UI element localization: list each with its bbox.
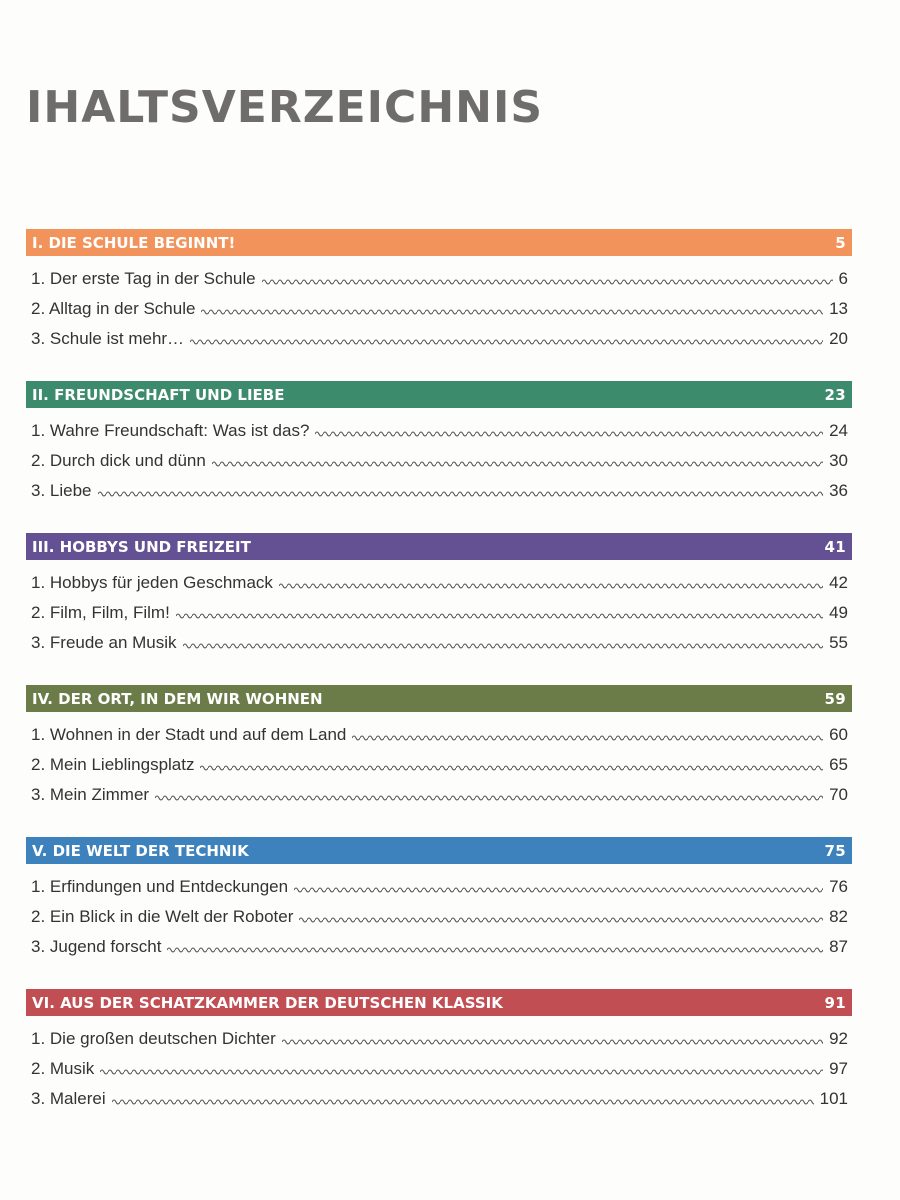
- toc-entry[interactable]: [26, 1054, 852, 1084]
- wavy-leader: [167, 945, 823, 955]
- section-heading: II. FREUNDSCHAFT UND LIEBE: [32, 385, 285, 404]
- wavy-leader: [200, 763, 823, 773]
- toc-section-6: [26, 989, 852, 1141]
- toc-section-2: [26, 381, 852, 533]
- entry-page-number: 55: [829, 633, 848, 652]
- section-header[interactable]: [26, 229, 852, 256]
- entry-label: 2. Durch dick und dünn: [31, 451, 206, 470]
- wavy-leader: [100, 1067, 823, 1077]
- entry-page-number: 6: [838, 269, 848, 288]
- section-heading: III. HOBBYS UND FREIZEIT: [32, 537, 251, 556]
- entry-label: 3. Jugend forscht: [31, 937, 162, 956]
- section-header[interactable]: [26, 533, 852, 560]
- entry-label: 2. Alltag in der Schule: [31, 299, 196, 318]
- toc-entry[interactable]: [26, 932, 852, 962]
- section-page-number: 91: [824, 993, 846, 1012]
- entry-page-number: 42: [829, 573, 848, 592]
- table-of-contents: [26, 229, 852, 1141]
- toc-section-4: [26, 685, 852, 837]
- wavy-leader: [282, 1037, 823, 1047]
- entry-label: 1. Wohnen in der Stadt und auf dem Land: [31, 725, 347, 744]
- wavy-leader: [279, 581, 823, 591]
- entry-page-number: 30: [829, 451, 848, 470]
- section-heading: IV. DER ORT, IN DEM WIR WOHNEN: [32, 689, 323, 708]
- entry-page-number: 101: [819, 1089, 848, 1108]
- section-header[interactable]: [26, 381, 852, 408]
- page-title: IHALTSVERZEICHNIS: [26, 82, 544, 133]
- entry-label: 1. Der erste Tag in der Schule: [31, 269, 256, 288]
- wavy-leader: [201, 307, 823, 317]
- section-page-number: 75: [824, 841, 846, 860]
- entry-label: 2. Film, Film, Film!: [31, 603, 170, 622]
- toc-entry[interactable]: [26, 294, 852, 324]
- toc-entry[interactable]: [26, 750, 852, 780]
- toc-entry[interactable]: [26, 780, 852, 810]
- section-header[interactable]: [26, 837, 852, 864]
- toc-entry[interactable]: [26, 872, 852, 902]
- entry-label: 1. Die großen deutschen Dichter: [31, 1029, 276, 1048]
- toc-section-5: [26, 837, 852, 989]
- entry-page-number: 97: [829, 1059, 848, 1078]
- entry-label: 3. Mein Zimmer: [31, 785, 150, 804]
- entry-label: 1. Wahre Freundschaft: Was ist das?: [31, 421, 310, 440]
- wavy-leader: [112, 1097, 814, 1107]
- entry-label: 2. Mein Lieblingsplatz: [31, 755, 195, 774]
- entry-label: 2. Musik: [31, 1059, 95, 1078]
- entry-page-number: 82: [829, 907, 848, 926]
- wavy-leader: [190, 337, 823, 347]
- entry-page-number: 65: [829, 755, 848, 774]
- section-heading: V. DIE WELT DER TECHNIK: [32, 841, 249, 860]
- section-header[interactable]: [26, 989, 852, 1016]
- section-page-number: 41: [824, 537, 846, 556]
- wavy-leader: [262, 277, 833, 287]
- entry-page-number: 76: [829, 877, 848, 896]
- entry-label: 1. Erfindungen und Entdeckungen: [31, 877, 289, 896]
- section-page-number: 59: [824, 689, 846, 708]
- entry-label: 3. Freude an Musik: [31, 633, 177, 652]
- toc-section-1: [26, 229, 852, 381]
- entry-page-number: 87: [829, 937, 848, 956]
- toc-entry[interactable]: [26, 324, 852, 354]
- wavy-leader: [176, 611, 823, 621]
- entry-page-number: 70: [829, 785, 848, 804]
- entry-label: 1. Hobbys für jeden Geschmack: [31, 573, 273, 592]
- wavy-leader: [155, 793, 823, 803]
- toc-entry[interactable]: [26, 446, 852, 476]
- entry-label: 3. Malerei: [31, 1089, 106, 1108]
- wavy-leader: [183, 641, 824, 651]
- wavy-leader: [98, 489, 824, 499]
- entry-label: 3. Schule ist mehr…: [31, 329, 185, 348]
- toc-entry[interactable]: [26, 902, 852, 932]
- entry-page-number: 92: [829, 1029, 848, 1048]
- entry-label: 3. Liebe: [31, 481, 92, 500]
- wavy-leader: [352, 733, 823, 743]
- section-page-number: 5: [835, 233, 846, 252]
- wavy-leader: [299, 915, 823, 925]
- section-header[interactable]: [26, 685, 852, 712]
- section-heading: VI. AUS DER SCHATZKAMMER DER DEUTSCHEN KLASSIK: [32, 993, 503, 1012]
- toc-section-3: [26, 533, 852, 685]
- toc-entry[interactable]: [26, 416, 852, 446]
- toc-entry[interactable]: [26, 598, 852, 628]
- section-heading: I. DIE SCHULE BEGINNT!: [32, 233, 236, 252]
- entry-page-number: 49: [829, 603, 848, 622]
- entry-page-number: 24: [829, 421, 848, 440]
- entry-page-number: 36: [829, 481, 848, 500]
- toc-entry[interactable]: [26, 1024, 852, 1054]
- entry-label: 2. Ein Blick in die Welt der Roboter: [31, 907, 294, 926]
- toc-entry[interactable]: [26, 476, 852, 506]
- toc-entry[interactable]: [26, 1084, 852, 1114]
- wavy-leader: [294, 885, 823, 895]
- toc-entry[interactable]: [26, 628, 852, 658]
- wavy-leader: [315, 429, 823, 439]
- entry-page-number: 60: [829, 725, 848, 744]
- wavy-leader: [212, 459, 823, 469]
- section-page-number: 23: [824, 385, 846, 404]
- entry-page-number: 20: [829, 329, 848, 348]
- entry-page-number: 13: [829, 299, 848, 318]
- toc-entry[interactable]: [26, 264, 852, 294]
- toc-entry[interactable]: [26, 568, 852, 598]
- toc-entry[interactable]: [26, 720, 852, 750]
